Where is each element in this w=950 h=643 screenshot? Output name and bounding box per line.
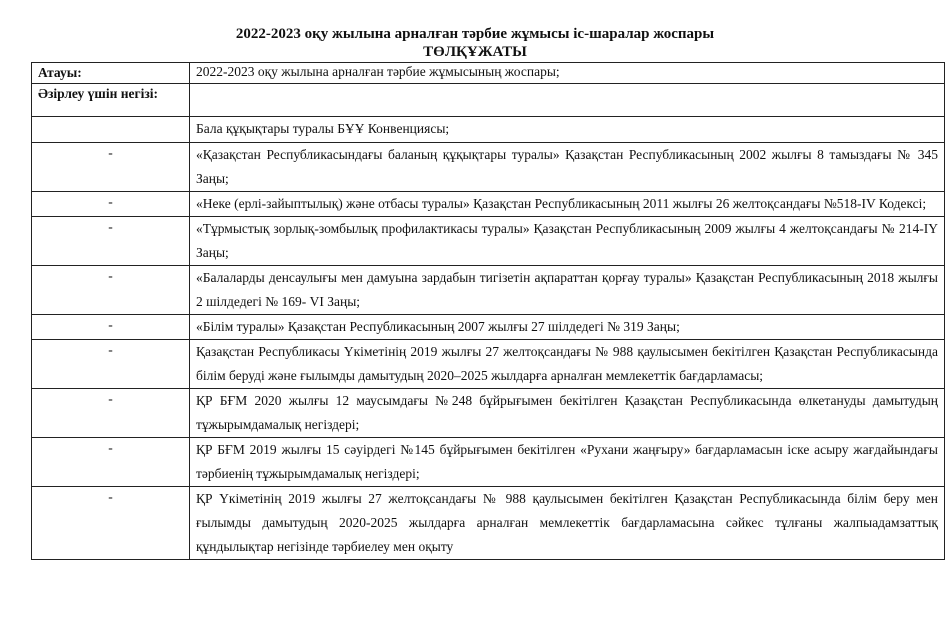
passport-table xyxy=(31,62,945,560)
row-label: - xyxy=(32,266,190,315)
table-row xyxy=(32,117,945,143)
row-label xyxy=(32,117,190,143)
row-text: ҚР БҒМ 2019 жылғы 15 сәуірдегі №145 бұйрығымен бекітілген «Рухани жаңғыру» бағдарламасын іске асыру жағдайындағы тәрбиенің тұжырымдамалық негіздері; xyxy=(190,438,945,487)
document-subtitle: ТӨЛҚҰЖАТЫ xyxy=(423,44,527,60)
table-row xyxy=(32,143,945,192)
row-text: «Балаларды денсаулығы мен дамуына зардабын тигізетін ақпараттан қорғау туралы» Қазақстан Республикасының 2018 жылғы 2 шілдедегі № 169- VI Заңы; xyxy=(190,266,945,315)
row-text: Бала құқықтары туралы БҰҰ Конвенциясы; xyxy=(190,117,945,143)
row-label: - xyxy=(32,487,190,560)
table-row xyxy=(32,315,945,340)
row-label: - xyxy=(32,315,190,340)
table-row xyxy=(32,192,945,217)
row-text: ҚР БҒМ 2020 жылғы 12 маусымдағы №248 бұйрығымен бекітілген Қазақстан Республикасында өлкетануды дамытудың тұжырымдамалық негіздері; xyxy=(190,389,945,438)
row-text: «Қазақстан Республикасындағы баланың құқықтары туралы» Қазақстан Республикасының 2002 жылғы 8 тамыздағы № 345 Заңы; xyxy=(190,143,945,192)
row-label: - xyxy=(32,143,190,192)
table-row xyxy=(32,266,945,315)
row-label: - xyxy=(32,340,190,389)
row-text: «Неке (ерлі-зайыптылық) және отбасы туралы» Қазақстан Республикасының 2011 жылғы 26 желтоқсандағы №518-IV Кодексі; xyxy=(190,192,945,217)
row-text xyxy=(190,84,945,117)
document-title: 2022-2023 оқу жылына арналған тәрбие жұмысы іс-шаралар жоспары xyxy=(235,26,715,42)
table-row xyxy=(32,84,945,117)
table-row xyxy=(32,389,945,438)
table-row xyxy=(32,217,945,266)
row-label: - xyxy=(32,217,190,266)
row-label: - xyxy=(32,438,190,487)
table-row xyxy=(32,438,945,487)
row-text: 2022-2023 оқу жылына арналған тәрбие жұмысының жоспары; xyxy=(190,63,945,84)
table-row xyxy=(32,63,945,84)
row-text: ҚР Үкіметінің 2019 жылғы 27 желтоқсандағы № 988 қаулысымен бекітілген Қазақстан Республикасында білім беру мен ғылымды дамытудың 2020-2025 жылдарға арналған мемлекеттік бағдарламасына сәйкес тұлғаны жалпыадамзаттық құндылықтар негізінде тәрбиелеу мен оқыту xyxy=(190,487,945,560)
row-text: Қазақстан Республикасы Үкіметінің 2019 жылғы 27 желтоқсандағы № 988 қаулысымен бекітілген Қазақстан Республикасында білім беруді және ғылымды дамытудың 2020–2025 жылдарға арналған мемлекеттік бағдарламасы; xyxy=(190,340,945,389)
table-row xyxy=(32,487,945,560)
row-text: «Тұрмыстық зорлық-зомбылық профилактикасы туралы» Қазақстан Республикасының 2009 жылғы 4 желтоқсандағы № 214-IY Заңы; xyxy=(190,217,945,266)
row-label: Атауы: xyxy=(32,63,190,84)
table-row xyxy=(32,340,945,389)
row-text: «Білім туралы» Қазақстан Республикасының 2007 жылғы 27 шілдедегі № 319 Заңы; xyxy=(190,315,945,340)
row-label: - xyxy=(32,389,190,438)
row-label: Әзірлеу үшін негізі: xyxy=(32,84,190,117)
row-label: - xyxy=(32,192,190,217)
